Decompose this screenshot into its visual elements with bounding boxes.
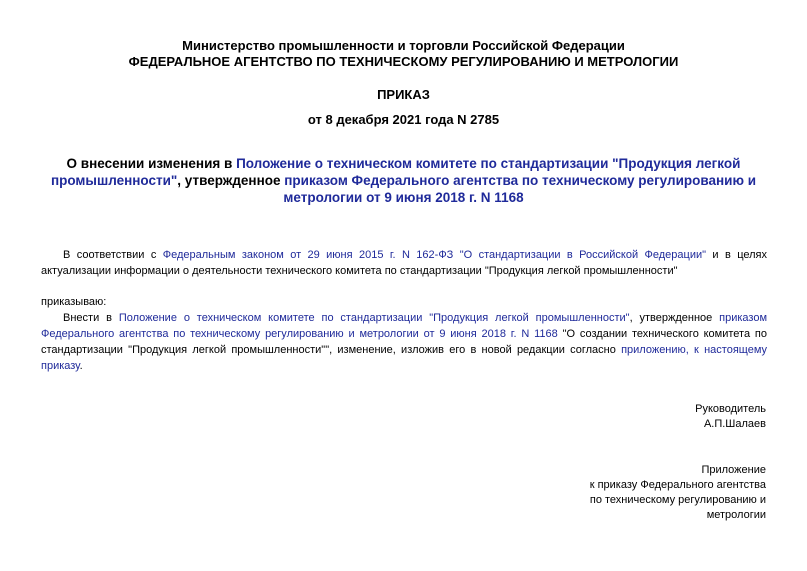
preamble-text-1: В соответствии с	[63, 249, 163, 261]
preamble-link-federal-law[interactable]: Федеральным законом от 29 июня 2015 г. N 162-ФЗ "О стандартизации в Российской Федерации"	[162, 249, 707, 261]
title-text-1: О внесении изменения в	[66, 156, 237, 171]
order-paragraph	[41, 310, 767, 374]
order-word: приказываю:	[41, 296, 107, 308]
order-text-3: "О создании технического комитета по стандартизации "Продукция легкой промышленности"", изменение, изложив его в новой редакции согласно	[41, 328, 767, 356]
title-link-regulation[interactable]: Положение о техническом комитете по стандартизации "Продукция легкой промышленности"	[50, 156, 741, 188]
order-text-2: , утвержденное	[629, 312, 720, 324]
appendix-line-4: метрологии	[706, 509, 766, 521]
order-link-regulation[interactable]: Положение о техническом комитете по стандартизации "Продукция легкой промышленности"	[118, 312, 630, 324]
appendix-line-1: Приложение	[701, 464, 766, 476]
order-text-4: .	[79, 360, 83, 372]
signature-block	[695, 402, 766, 432]
document-type: ПРИКАЗ	[377, 87, 430, 102]
document-date-number: от 8 декабря 2021 года N 2785	[307, 112, 500, 127]
preamble-text-2: и в целях актуализации информации о деятельности технического комитета по стандартизации "Продукция легкой промышленности"	[41, 249, 767, 277]
signature-name: А.П.Шалаев	[703, 418, 766, 430]
signature-position: Руководитель	[695, 403, 766, 415]
order-link-appendix[interactable]: приложению, к настоящему приказу	[41, 344, 768, 372]
ministry-heading: Министерство промышленности и торговли Российской Федерации	[182, 38, 625, 53]
order-text-1: Внести в	[63, 312, 119, 324]
order-link-order-1168[interactable]: приказом Федерального агентства по техническому регулированию и метрологии от 9 июня 2018 г. N 1168	[41, 312, 768, 340]
title-link-order[interactable]: приказом Федерального агентства по техническому регулированию и метрологии от 9 июня 2018 г. N 1168	[283, 173, 757, 205]
appendix-block	[590, 463, 766, 523]
preamble-paragraph	[41, 247, 767, 279]
agency-heading: ФЕДЕРАЛЬНОЕ АГЕНТСТВО ПО ТЕХНИЧЕСКОМУ РЕГУЛИРОВАНИЮ И МЕТРОЛОГИИ	[128, 54, 679, 69]
document-title	[40, 155, 767, 206]
appendix-line-2: к приказу Федерального агентства	[589, 479, 766, 491]
appendix-line-3: по техническому регулированию и	[589, 494, 766, 506]
title-text-2: , утвержденное	[177, 173, 285, 188]
